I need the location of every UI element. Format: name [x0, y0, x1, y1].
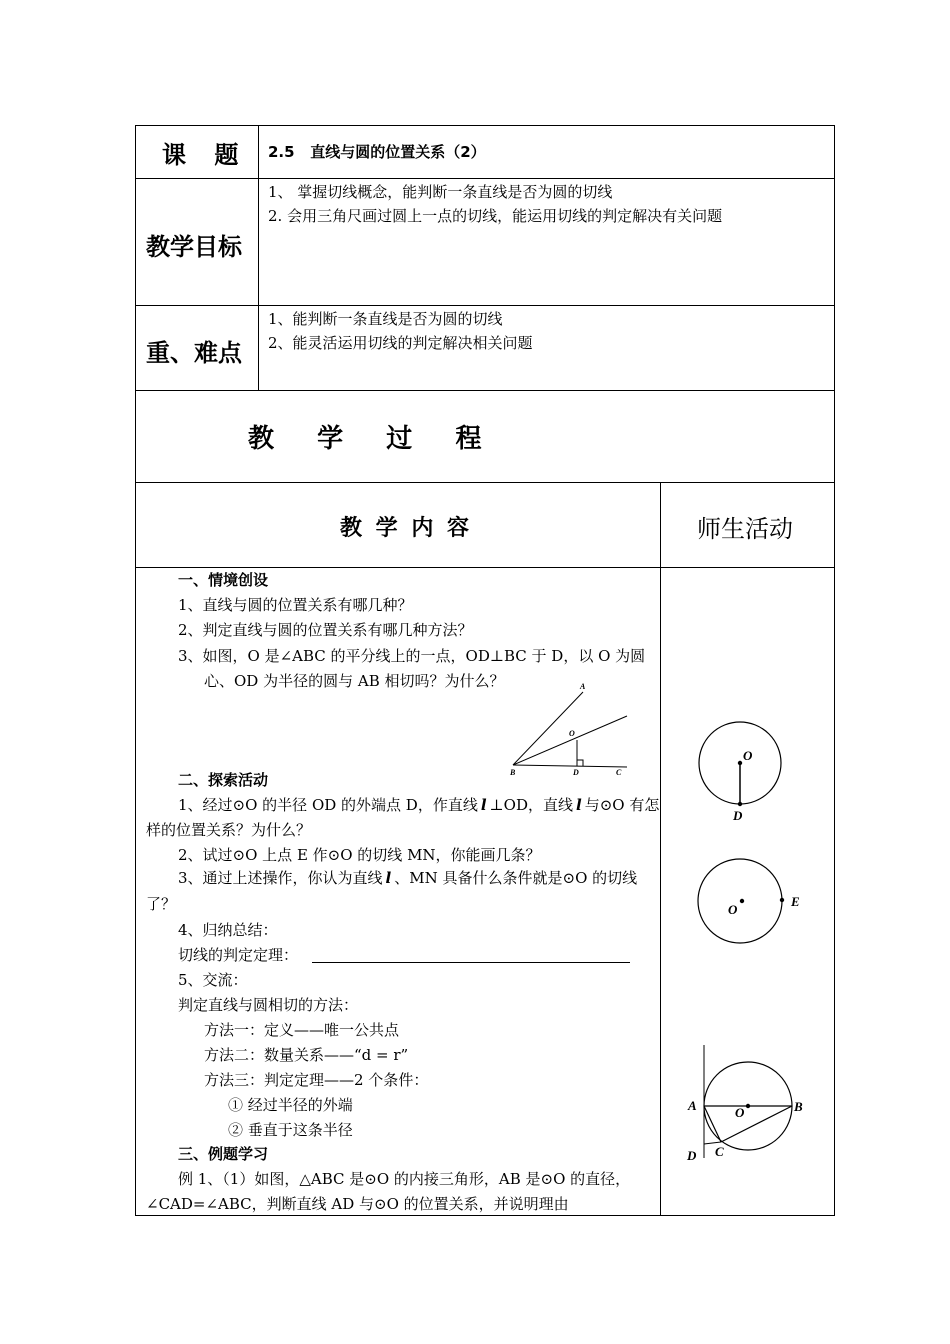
s1-question-1: 1、直线与圆的位置关系有哪几种？ — [178, 596, 413, 614]
circle-figure-inscribed-triangle — [684, 1040, 809, 1165]
s2-paragraph-5: 5、交流： — [178, 971, 248, 989]
s2-paragraph-1 — [178, 795, 659, 815]
section-3-title: 三、例题学习 — [178, 1145, 269, 1163]
s2-methods-intro: 判定直线与圆相切的方法： — [178, 996, 359, 1014]
circle3-label-d: D — [687, 1148, 697, 1163]
s1-question-2: 2、判定直线与圆的位置关系有哪几种方法？ — [178, 621, 473, 639]
line-l-symbol: l — [480, 796, 487, 814]
s2-paragraph-3 — [178, 868, 637, 888]
key-point-1: 1、能判断一条直线是否为圆的切线 — [268, 310, 503, 328]
row-divider-5 — [135, 567, 835, 568]
goal-2: 2. 会用三角尺画过圆上一点的切线，能运用切线的判定解决有关问题 — [268, 207, 723, 225]
s2-p1-part-a: 1、经过⊙O 的半径 OD 的外端点 D，作直线 — [178, 796, 478, 814]
condition-2: ② 垂直于这条半径 — [228, 1121, 353, 1139]
circle3-label-b: B — [794, 1099, 803, 1114]
s2-paragraph-2: 2、试过⊙O 上点 E 作⊙O 的切线 MN，你能画几条？ — [178, 846, 541, 864]
label-column-divider — [258, 125, 259, 391]
s2-p3-part-a: 3、通过上述操作，你认为直线 — [178, 869, 383, 887]
angle-label-o: O — [569, 729, 575, 738]
s2-paragraph-1-cont: 样的位置关系？为什么？ — [146, 821, 312, 839]
table-bottom-border — [135, 1215, 835, 1216]
goal-1: 1、 掌握切线概念，能判断一条直线是否为圆的切线 — [268, 183, 613, 201]
angle-label-a: A — [580, 682, 586, 691]
angle-label-c: C — [616, 768, 622, 777]
circle2-label-e: E — [791, 894, 800, 909]
s2-paragraph-3-cont: 了？ — [146, 895, 177, 913]
table-right-border — [834, 125, 835, 1216]
row-divider-2 — [135, 305, 835, 306]
circle2-label-o: O — [728, 902, 738, 917]
line-l-symbol: l — [575, 796, 582, 814]
circle-figure-od — [690, 716, 790, 826]
process-title: 教 学 过 程 — [248, 424, 486, 454]
s2-paragraph-4: 4、归纳总结： — [178, 921, 278, 939]
method-3: 方法三：判定定理——2 个条件： — [204, 1071, 429, 1089]
tangent-theorem-blank — [312, 962, 630, 963]
row-divider-1 — [135, 178, 835, 179]
topic-value: 2.5 直线与圆的位置关系（2） — [268, 143, 486, 161]
table-top-border — [135, 125, 835, 126]
angle-label-d: D — [573, 768, 579, 777]
s1-question-3a: 3、如图，O 是∠ABC 的平分线上的一点，OD⊥BC 于 D，以 O 为圆 — [178, 647, 646, 665]
line-l-symbol: l — [385, 869, 392, 887]
tangent-theorem-label: 切线的判定定理： — [178, 946, 299, 964]
activity-header: 师生活动 — [697, 515, 793, 543]
s2-p1-part-b: ⊥OD，直线 — [489, 796, 573, 814]
table-left-border — [135, 125, 136, 1216]
section-1-title: 一、情境创设 — [178, 571, 269, 589]
circle3-label-a: A — [688, 1098, 697, 1113]
row-divider-4 — [135, 482, 835, 483]
example-1-line-2: ∠CAD=∠ABC，判断直线 AD 与⊙O 的位置关系，并说明理由 — [146, 1195, 569, 1213]
row-divider-3 — [135, 390, 835, 391]
goals-label: 教学目标 — [146, 233, 242, 261]
s2-p1-part-c: 与⊙O 有怎 — [584, 796, 660, 814]
circle1-label-o: O — [743, 748, 753, 763]
s1-question-3b: 心、OD 为半径的圆与 AB 相切吗？为什么？ — [204, 672, 505, 690]
key-points-label: 重、难点 — [146, 339, 242, 367]
circle1-label-d: D — [733, 808, 743, 823]
circle3-label-c: C — [715, 1144, 724, 1159]
angle-bisector-figure — [505, 678, 635, 778]
condition-1: ① 经过半径的外端 — [228, 1096, 353, 1114]
method-2: 方法二：数量关系——“d = r” — [204, 1046, 409, 1064]
section-2-title: 二、探索活动 — [178, 771, 269, 789]
activity-column-divider — [660, 482, 661, 1216]
s2-p3-part-b: 、MN 具备什么条件就是⊙O 的切线 — [394, 869, 638, 887]
key-point-2: 2、能灵活运用切线的判定解决相关问题 — [268, 334, 533, 352]
angle-label-b: B — [510, 768, 516, 777]
example-1-line-1: 例 1、（1）如图，△ABC 是⊙O 的内接三角形，AB 是⊙O 的直径， — [178, 1170, 631, 1188]
method-1: 方法一：定义——唯一公共点 — [204, 1021, 400, 1039]
content-header: 教 学 内 容 — [340, 516, 472, 541]
circle3-label-o: O — [735, 1105, 745, 1120]
circle-figure-oe — [690, 855, 810, 950]
topic-label: 课 题 — [162, 141, 249, 169]
